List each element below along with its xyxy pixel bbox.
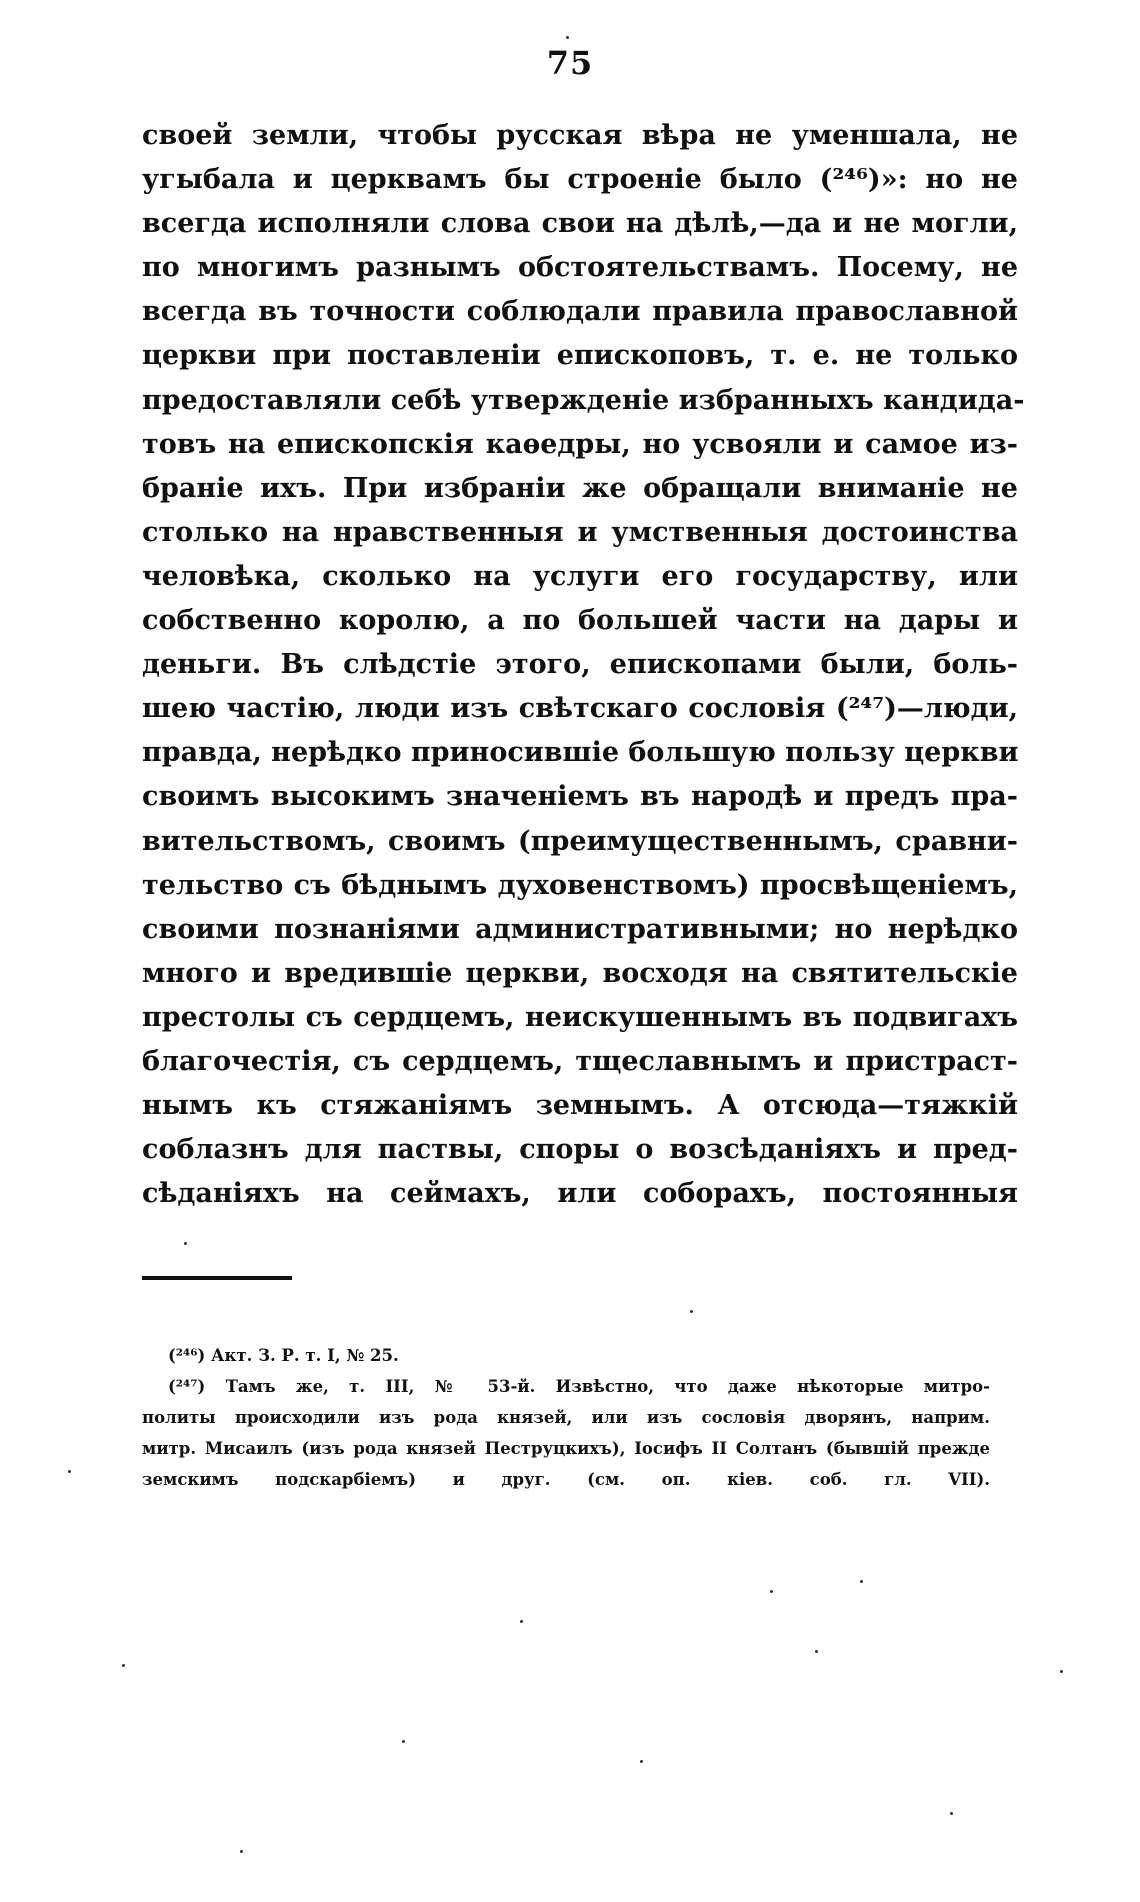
footnote-text: Тамъ же, т. III, № 53-й. Извѣстно, что даже нѣкоторые митро- [225,1377,990,1396]
scan-speck [950,1812,953,1815]
body-line: всегда въ точности соблюдали правила православной [142,296,1018,328]
scan-speck [240,1850,243,1853]
scan-speck [770,1590,773,1593]
scan-speck [184,1242,187,1245]
body-line: по многимъ разнымъ обстоятельствамъ. Посему, не [142,252,1018,284]
body-line: угыбала и церквамъ бы строеніе было (²⁴⁶)»: но не [142,164,1018,196]
scan-speck [640,1760,643,1763]
footnote-text: Акт. З. Р. т. I, № 25. [211,1346,399,1365]
footnotes [142,1340,990,1495]
body-line: своей земли, чтобы русская вѣра не уменшала, не [142,120,1018,151]
body-line: правда, нерѣдко приносившіе большую пользу церкви [142,737,1019,769]
body-line: вительствомъ, своимъ (преимущественнымъ, сравни- [142,825,1018,857]
footnote-separator-rule [142,1276,292,1280]
body-line: браніе ихъ. При избраніи же обращали вниманіе не [142,472,1018,504]
body-line: благочестія, съ сердцемъ, тщеславнымъ и пристраст- [142,1045,1018,1077]
body-line: товъ на епископскія каѳедры, но усвояли и самое из- [142,428,1018,460]
body-text [142,114,1025,1216]
body-line: нымъ къ стяжаніямъ земнымъ. А отсюда—тяжкій [142,1090,1018,1122]
footnote-247 [168,1371,990,1402]
scan-speck [815,1650,818,1653]
body-line: престолы съ сердцемъ, неискушеннымъ въ подвигахъ [142,1001,1018,1033]
footnote-marker: (²⁴⁷) [168,1377,206,1396]
footnote-246 [168,1340,990,1371]
body-line: много и вредившіе церкви, восходя на святительскіе [142,957,1018,989]
scan-speck [690,1310,693,1313]
scan-speck [566,36,569,39]
scan-speck [402,1740,405,1743]
body-line: тельство съ бѣднымъ духовенствомъ) просвѣщеніемъ, [142,869,1018,901]
scan-speck [122,1664,125,1667]
footnote-247-line: политы происходили изъ рода князей, или изъ сословія дворянъ, наприм. [142,1408,990,1427]
body-line: своими познаніями административными; но нерѣдко [142,913,1018,945]
footnote-247-line: земскимъ подскарбіемъ) и друг. (см. оп. кіев. соб. гл. VII). [142,1470,990,1489]
page-number: 75 [546,44,594,82]
body-line: человѣка, сколько на услуги его государству, или [142,560,1018,592]
scan-speck [1060,1670,1063,1673]
scan-speck [860,1580,863,1583]
scan-speck [68,1470,71,1473]
footnote-marker: (²⁴⁶) [168,1346,206,1365]
body-line: предоставляли себѣ утвержденіе избранныхъ кандида- [142,384,1025,416]
body-line: соблазнъ для паствы, споры о возсѣданіяхъ и пред- [142,1134,1018,1166]
scan-speck [520,1620,523,1623]
body-line: сѣданіяхъ на сеймахъ, или соборахъ, постоянныя [142,1178,1018,1210]
body-line: всегда исполняли слова свои на дѣлѣ,—да и не могли, [142,208,1018,240]
body-line: деньги. Въ слѣдстіе этого, епископами были, боль- [142,649,1018,681]
body-line: столько на нравственныя и умственныя достоинства [142,516,1018,548]
body-line: шею частію, люди изъ свѣтскаго сословія (²⁴⁷)—люди, [142,693,1018,725]
footnote-247-line: митр. Мисаилъ (изъ рода князей Пеструцкихъ), Іосифъ II Солтанъ (бывшій прежде [142,1439,990,1458]
body-line: собственно королю, а по большей части на дары и [142,605,1018,637]
body-line: своимъ высокимъ значеніемъ въ народѣ и предъ пра- [142,781,1018,813]
body-line: церкви при поставленіи епископовъ, т. е. не только [142,340,1018,372]
